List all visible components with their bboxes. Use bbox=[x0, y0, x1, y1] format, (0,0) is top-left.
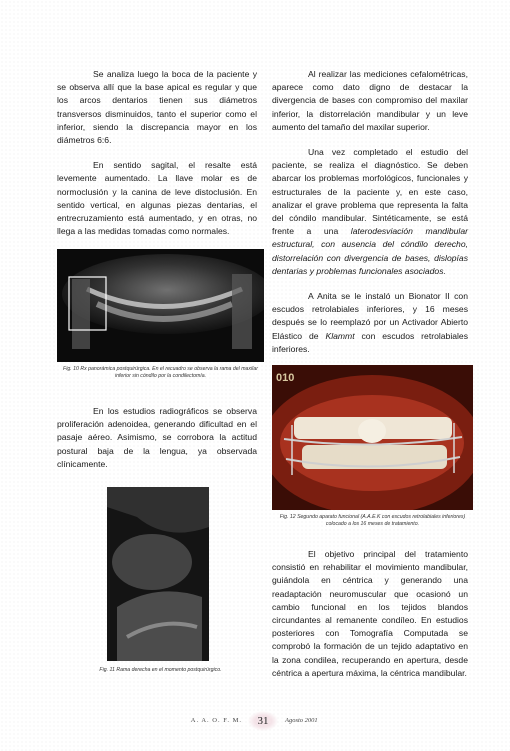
figure-12-caption: Fig. 12 Segundo aparato funcional (A.A.E.K con escudos retrolabiales inferiores) colocado a los 16 meses de tratamiento. bbox=[279, 514, 466, 527]
text: A Anita se le instaló un Bionator II con escudos retrolabiales inferiores, y 16 meses después se lo reemplazó por un Activador Abierto Elástico de bbox=[272, 291, 468, 341]
text: Una vez completado el estudio del paciente, se realiza el diagnóstico. Se deben abarcar los problemas morfológicos, funcionales y estructurales de la paciente y, en este caso, analizar el grave problema que representa la falta del cóndilo mandibular. Sintéticamente, se está frente a una bbox=[272, 147, 468, 237]
emphasis: laterodesviación mandibular estructural, con ausencia del cóndilo derecho, distorrelación con divergencia de bases, dislopías dentarias y problemas funcionales asociados. bbox=[272, 226, 468, 276]
right-column-top bbox=[272, 68, 468, 368]
page-number: 31 bbox=[248, 711, 278, 731]
paragraph: Se analiza luego la boca de la paciente y se observa allí que la base apical es regular y que los arcos dentarios tienen sus diámetros transversos disminuidos, tanto el superior como el inferior, siendo la discrepancia mayor en los diámetros 6:6. bbox=[57, 69, 257, 146]
paragraph: Al realizar las mediciones cefalométricas, aparece como dato digno de destacar la divergencia de bases con compromiso del maxilar inferior, la distorrelación mandibular y un leve aumento del tamaño del maxilar superior. bbox=[272, 69, 468, 132]
journal-name: A. A. O. F. M. bbox=[190, 717, 242, 724]
figure-11-caption: Fig. 11 Rama derecha en el momento postquirúrgico. bbox=[99, 667, 222, 673]
text: con escudos retrolabiales inferiores. bbox=[272, 330, 468, 354]
paragraph bbox=[272, 290, 468, 356]
emphasis: Klammt bbox=[325, 330, 355, 341]
paragraph bbox=[272, 146, 468, 278]
paragraph: El objetivo principal del tratamiento consistió en rehabilitar el movimiento mandibular, guiándola en céntrica y generando una readaptación neuromuscular que ocasionó un cambio funcional en los tejidos blandos circundantes al remanente condíleo. En estudios posteriores con Tomografía Computada se comprobó la formación de un tejido adaptativo en la zona condilea, recuperando en apertura, desde céntrica a apertura máxima, la céntrica mandibular. bbox=[272, 549, 468, 678]
issue-date: Agosto 2001 bbox=[285, 717, 318, 724]
mandibular-ramus-xray-image bbox=[107, 487, 209, 661]
right-column-bottom bbox=[272, 548, 468, 692]
page-footer bbox=[0, 712, 510, 732]
figure-10-caption: Fig. 10 Rx panorámica postquirúrgica. En el recuadro se observa la rama del maxilar inferior sin cóndilo por la condilectomía. bbox=[63, 366, 258, 379]
paragraph: En los estudios radiográficos se observa proliferación adenoidea, generando dificultad en el pasaje aéreo. Asimismo, se corrobora la actitud postural baja de la lengua, ya observada clínicamente. bbox=[57, 406, 257, 469]
intraoral-appliance-photo bbox=[272, 365, 473, 510]
panoramic-xray-image bbox=[57, 249, 264, 362]
left-column-bottom bbox=[57, 405, 257, 483]
paragraph: En sentido sagital, el resalte está levemente aumentado. La llave molar es de normoclusión y la canina de leve distoclusión. En sentido vertical, en algunas piezas dentarias, el entrecruzamiento está aumentado, y en otras, no llega a las medidas tomadas como normales. bbox=[57, 160, 257, 237]
left-column-top bbox=[57, 68, 257, 250]
photo-label: 010 bbox=[276, 372, 295, 384]
